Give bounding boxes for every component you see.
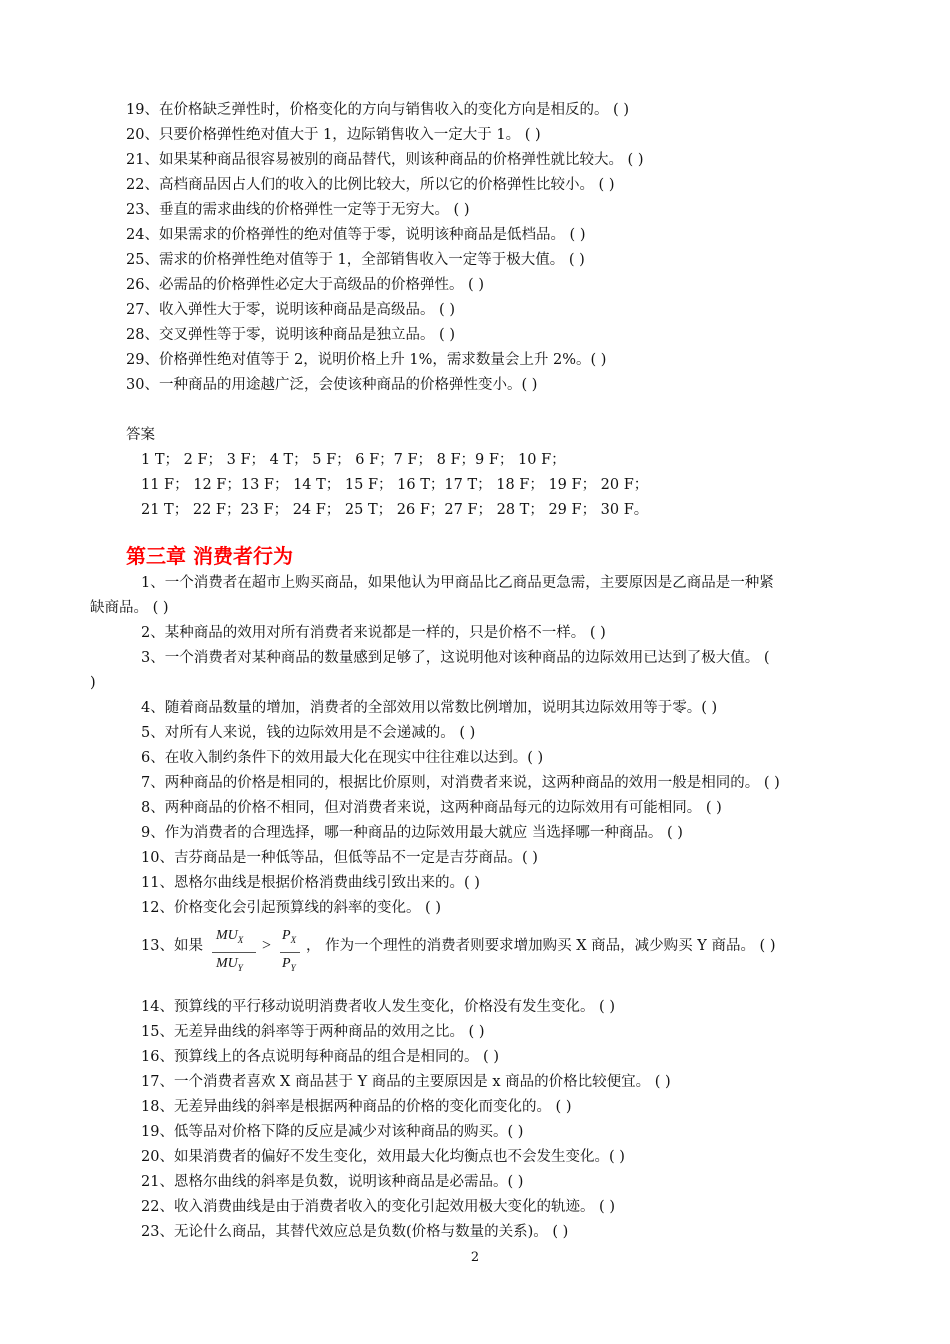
question-24: 24、如果需求的价格弹性的绝对值等于零，说明该种商品是低档品。 ( )	[126, 227, 586, 243]
chapter-title: 第三章 消费者行为	[126, 544, 293, 568]
question-10: 10、吉芬商品是一种低等品，但低等品不一定是吉芬商品。( )	[141, 850, 538, 866]
mu-numerator-subscript: X	[237, 934, 244, 945]
question-8: 8、两种商品的价格不相同，但对消费者来说，这两种商品每元的边际效用有可能相同。 ( )	[141, 800, 722, 816]
question-23: 23、垂直的需求曲线的价格弹性一定等于无穷大。 ( )	[126, 202, 470, 218]
p-numerator-subscript: X	[290, 934, 297, 945]
page-number: 2	[470, 1250, 480, 1265]
greater-than-sign: >	[262, 937, 272, 954]
question-20: 20、只要价格弹性绝对值大于 1，边际销售收入一定大于 1。 ( )	[126, 127, 541, 143]
question-19: 19、在价格缺乏弹性时，价格变化的方向与销售收入的变化方向是相反的。 ( )	[126, 102, 629, 118]
question-11: 11、恩格尔曲线是根据价格消费曲线引致出来的。( )	[141, 875, 480, 891]
p-denominator: P	[282, 956, 291, 971]
question-13-prefix: 13、如果	[141, 938, 203, 954]
question-5: 5、对所有人来说，钱的边际效用是不会递减的。 ( )	[141, 725, 476, 741]
question-3-line-2: )	[90, 675, 96, 691]
question-12: 12、价格变化会引起预算线的斜率的变化。 ( )	[141, 900, 441, 916]
question-4: 4、随着商品数量的增加，消费者的全部效用以常数比例增加，说明其边际效用等于零。( )	[141, 700, 718, 716]
p-denominator-subscript: Y	[290, 962, 296, 973]
question-25: 25、需求的价格弹性绝对值等于 1，全部销售收入一定等于极大值。 ( )	[126, 252, 585, 268]
p-numerator: P	[282, 928, 291, 943]
question-30: 30、一种商品的用途越广泛，会使该种商品的价格弹性变小。( )	[126, 377, 538, 393]
mu-denominator-subscript: Y	[237, 962, 243, 973]
question-21: 21、如果某种商品很容易被别的商品替代，则该种商品的价格弹性就比较大。 ( )	[126, 152, 644, 168]
question-15: 15、无差异曲线的斜率等于两种商品的效用之比。 ( )	[141, 1024, 485, 1040]
marginal-utility-ratio	[212, 928, 258, 978]
question-22: 22、高档商品因占人们的收入的比例比较大，所以它的价格弹性比较小。 ( )	[126, 177, 615, 193]
question-26: 26、必需品的价格弹性必定大于高级品的价格弹性。 ( )	[126, 277, 484, 293]
mu-denominator: MU	[216, 956, 238, 971]
question-2: 2、某种商品的效用对所有消费者来说都是一样的，只是价格不一样。 ( )	[141, 625, 606, 641]
question-1-line-1: 1、一个消费者在超市上购买商品，如果他认为甲商品比乙商品更急需，主要原因是乙商品是一种紧	[141, 575, 774, 591]
answer-line-3: 21 T； 22 F；23 F； 24 F； 25 T； 26 F；27 F； 28 T； 29 F； 30 F。	[141, 502, 649, 518]
question-9: 9、作为消费者的合理选择，哪一种商品的边际效用最大就应 当选择哪一种商品。 ( )	[141, 825, 683, 841]
mu-numerator: MU	[216, 928, 238, 943]
question-1-line-2: 缺商品。 ( )	[90, 600, 169, 616]
price-ratio	[280, 928, 302, 978]
question-27: 27、收入弹性大于零，说明该种商品是高级品。 ( )	[126, 302, 455, 318]
question-22b: 22、收入消费曲线是由于消费者收入的变化引起效用极大变化的轨迹。 ( )	[141, 1199, 615, 1215]
question-28: 28、交叉弹性等于零，说明该种商品是独立品。 ( )	[126, 327, 455, 343]
question-7: 7、两种商品的价格是相同的，根据比价原则，对消费者来说，这两种商品的效用一般是相同的。 ( )	[141, 775, 780, 791]
answer-line-1: 1 T； 2 F； 3 F； 4 T； 5 F； 6 F；7 F； 8 F；9 F； 10 F；	[141, 452, 566, 468]
question-18: 18、无差异曲线的斜率是根据两种商品的价格的变化而变化的。 ( )	[141, 1099, 572, 1115]
question-16: 16、预算线上的各点说明每种商品的组合是相同的。 ( )	[141, 1049, 499, 1065]
answer-line-2: 11 F； 12 F；13 F； 14 T； 15 F； 16 T；17 T； 18 F； 19 F； 20 F；	[141, 477, 649, 493]
question-13-suffix: ， 作为一个理性的消费者则要求增加购买 X 商品，减少购买 Y 商品。 ( )	[306, 938, 776, 954]
question-21b: 21、恩格尔曲线的斜率是负数，说明该种商品是必需品。( )	[141, 1174, 524, 1190]
question-3-line-1: 3、一个消费者对某种商品的数量感到足够了，这说明他对该种商品的边际效用已达到了极大值。 (	[141, 650, 770, 666]
question-29: 29、价格弹性绝对值等于 2，说明价格上升 1%，需求数量会上升 2%。( )	[126, 352, 607, 368]
question-17: 17、一个消费者喜欢 X 商品甚于 Y 商品的主要原因是 x 商品的价格比较便宜。 ( )	[141, 1074, 671, 1090]
question-23b: 23、无论什么商品，其替代效应总是负数(价格与数量的关系)。 ( )	[141, 1224, 569, 1240]
question-19b: 19、低等品对价格下降的反应是减少对该种商品的购买。( )	[141, 1124, 524, 1140]
answer-heading: 答案	[126, 427, 155, 443]
question-14: 14、预算线的平行移动说明消费者收人发生变化，价格没有发生变化。 ( )	[141, 999, 615, 1015]
question-20b: 20、如果消费者的偏好不发生变化，效用最大化均衡点也不会发生变化。( )	[141, 1149, 625, 1165]
question-6: 6、在收入制约条件下的效用最大化在现实中往往难以达到。( )	[141, 750, 544, 766]
